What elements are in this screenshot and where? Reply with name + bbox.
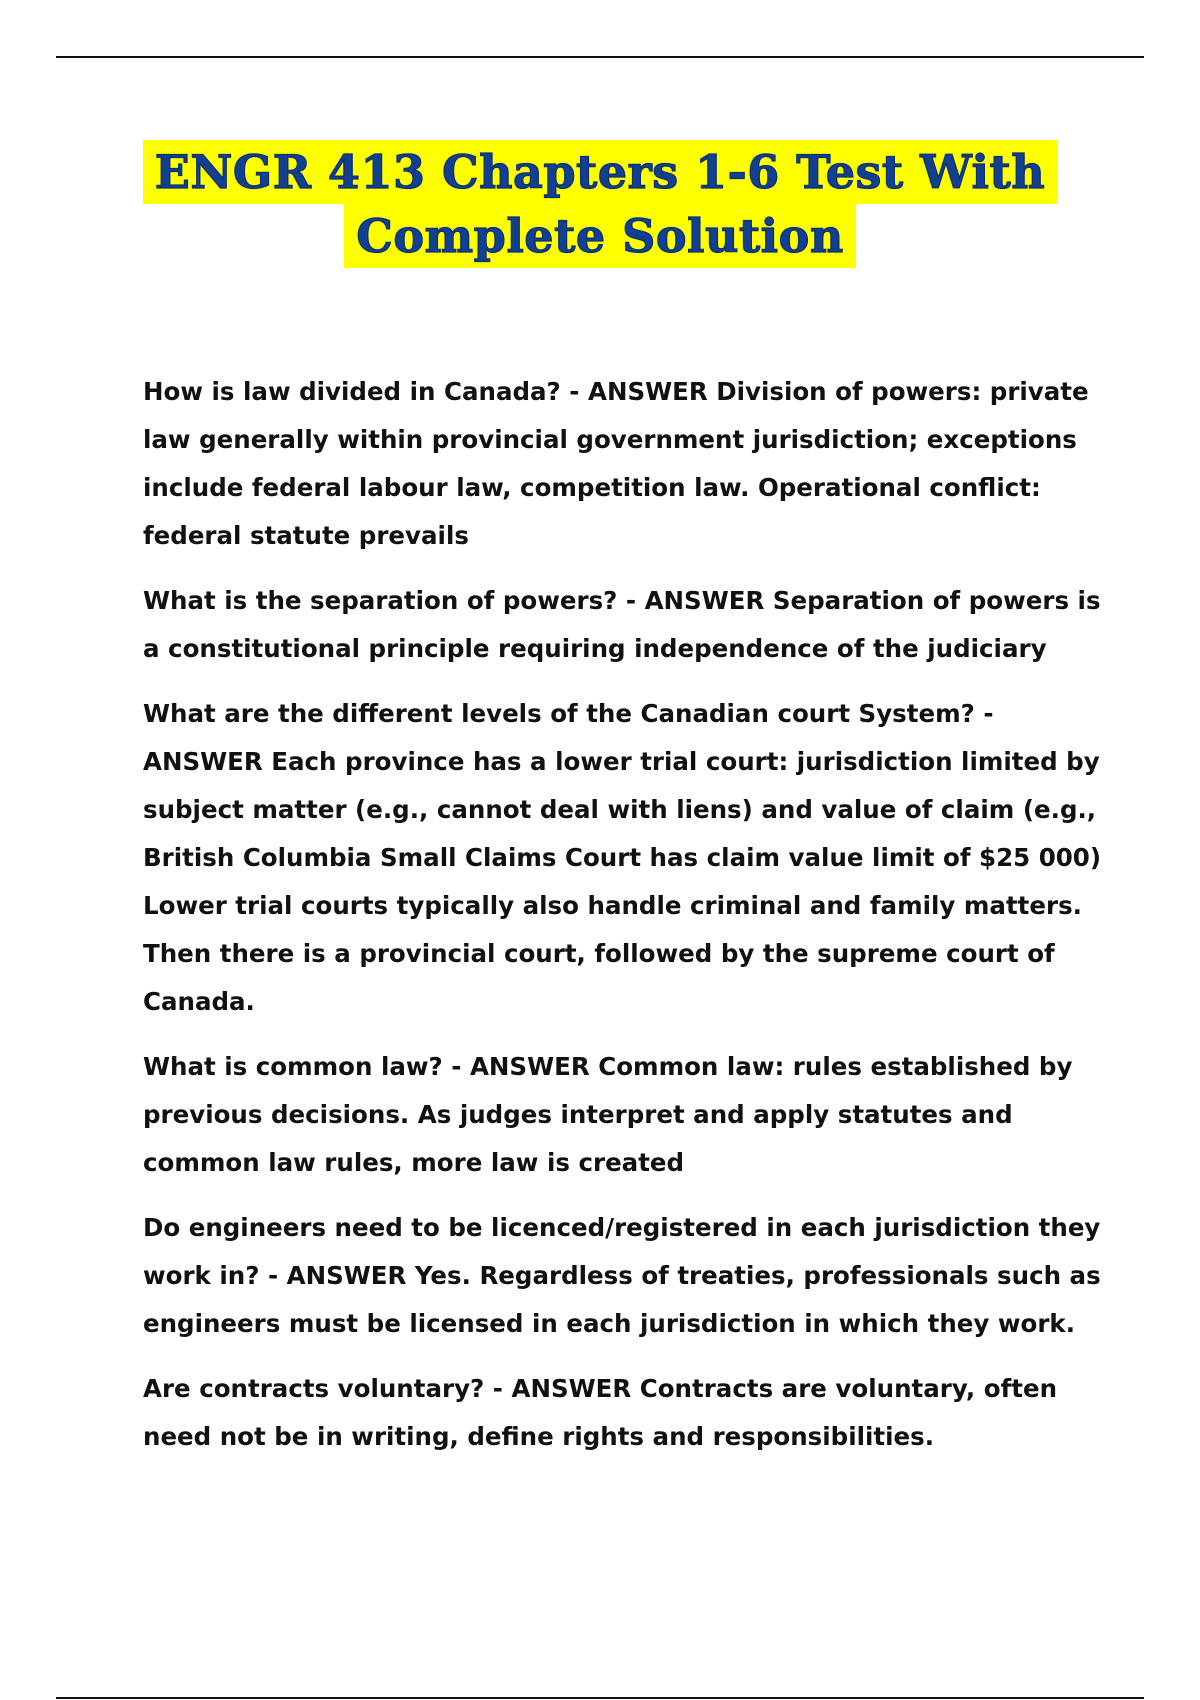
title-line-2: Complete Solution	[344, 204, 856, 268]
qa-item-engineer-licensing: Do engineers need to be licenced/registered in each jurisdiction they work in? - ANSWER Yes. Regardless of treaties, professionals such as engineers must be licensed in each jurisdiction in which they work.	[143, 1213, 1101, 1338]
qa-item-contracts: Are contracts voluntary? - ANSWER Contracts are voluntary, often need not be in writing, define rights and responsibilities.	[143, 1374, 1058, 1451]
qa-item-common-law: What is common law? - ANSWER Common law: rules established by previous decisions. As judges interpret and apply statutes and common law rules, more law is created	[143, 1052, 1073, 1177]
document-title	[0, 140, 1200, 268]
qa-list	[143, 368, 1103, 1478]
title-line-1: ENGR 413 Chapters 1-6 Test With	[143, 140, 1057, 204]
qa-item-separation-of-powers: What is the separation of powers? - ANSWER Separation of powers is a constitutional principle requiring independence of the judiciary	[143, 586, 1101, 663]
top-divider	[56, 56, 1144, 58]
qa-item-law-division: How is law divided in Canada? - ANSWER Division of powers: private law generally within provincial government jurisdiction; exceptions include federal labour law, competition law. Operational conflict: federal statute prevails	[143, 377, 1089, 550]
qa-item-court-levels: What are the different levels of the Canadian court System? - ANSWER Each province has a lower trial court: jurisdiction limited by subject matter (e.g., cannot deal with liens) and value of claim (e.g., British Columbia Small Claims Court has claim value limit of $25 000) Lower trial courts typically also handle criminal and family matters. Then there is a provincial court, followed by the supreme court of Canada.	[143, 699, 1102, 1016]
bottom-divider	[56, 1697, 1144, 1699]
